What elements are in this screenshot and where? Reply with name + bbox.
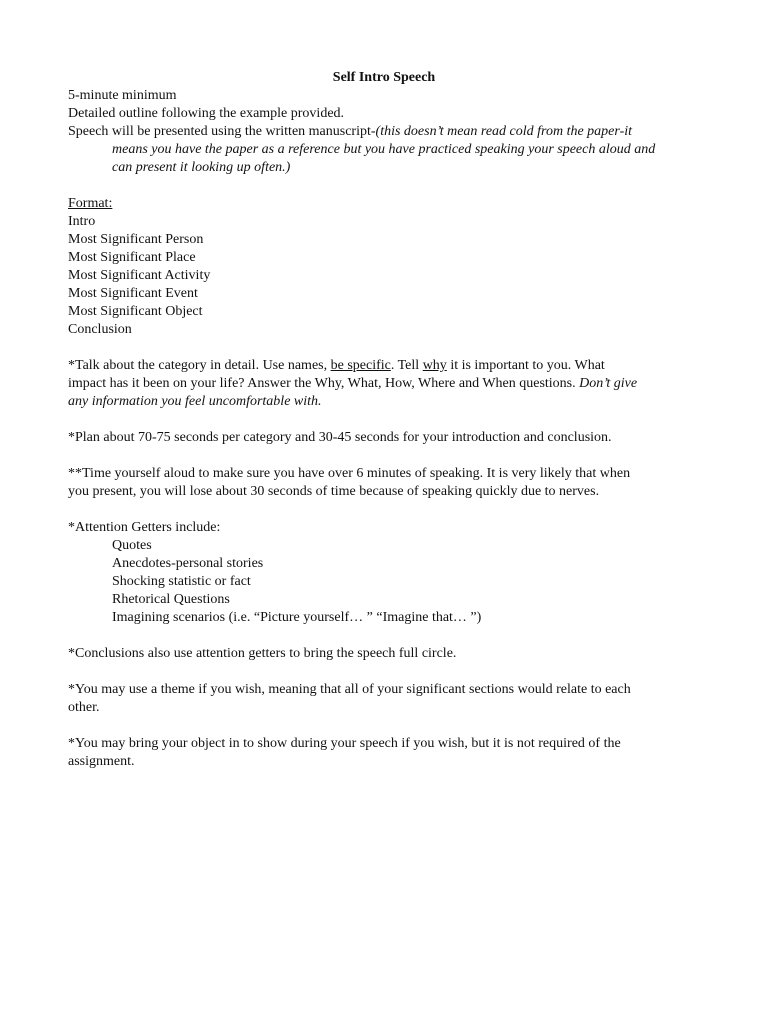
talk-warning-end: any information you feel uncomfortable with.: [68, 394, 322, 409]
manuscript-note: (this doesn’t mean read cold from the paper-it: [375, 124, 633, 139]
attention-item: Rhetorical Questions: [112, 592, 230, 607]
object-paragraph-line-1: *You may bring your object in to show during your speech if you wish, but it is not required of the: [68, 736, 621, 751]
manuscript-note-cont-2: [68, 159, 718, 177]
plan-paragraph: *Plan about 70-75 seconds per category and 30-45 seconds for your introduction and conclusion.: [68, 430, 612, 445]
theme-paragraph-line-2: other.: [68, 700, 100, 715]
requirement-duration: 5-minute minimum: [68, 88, 177, 103]
talk-text-e: it is important to you. What: [446, 358, 605, 373]
manuscript-note-cont-1: [68, 141, 718, 159]
theme-paragraph-line-1: *You may use a theme if you wish, meaning that all of your significant sections would relate to each: [68, 682, 631, 697]
talk-be-specific: be specific: [330, 358, 391, 373]
talk-text-f: impact has it been on your life? Answer the Why, What, How, Where and When questions.: [68, 376, 580, 391]
requirement-outline: Detailed outline following the example provided.: [68, 106, 345, 121]
requirement-manuscript: [68, 123, 718, 141]
attention-item: Shocking statistic or fact: [112, 574, 251, 589]
talk-paragraph-line-2: [68, 375, 718, 393]
document-body: [68, 69, 718, 771]
format-heading: Format:: [68, 196, 113, 211]
format-item: Most Significant Place: [68, 250, 196, 265]
time-paragraph-line-1: **Time yourself aloud to make sure you have over 6 minutes of speaking. It is very likely that when: [68, 466, 631, 481]
page-title: Self Intro Speech: [332, 70, 436, 85]
conclusions-paragraph: *Conclusions also use attention getters to bring the speech full circle.: [68, 646, 457, 661]
attention-item: Imagining scenarios (i.e. “Picture yourself… ” “Imagine that… ”): [112, 610, 482, 625]
format-item: Most Significant Person: [68, 232, 204, 247]
talk-paragraph-line-1: [68, 357, 718, 375]
attention-heading: *Attention Getters include:: [68, 520, 221, 535]
format-item: Most Significant Event: [68, 286, 198, 301]
format-item: Most Significant Object: [68, 304, 203, 319]
object-paragraph-line-2: assignment.: [68, 754, 135, 769]
attention-item: Anecdotes-personal stories: [112, 556, 264, 571]
manuscript-note-text-2: can present it looking up often.): [112, 160, 291, 175]
talk-why: why: [422, 358, 447, 373]
format-item: Intro: [68, 214, 96, 229]
talk-text-c: . Tell: [390, 358, 423, 373]
manuscript-text: Speech will be presented using the written manuscript-: [68, 124, 376, 139]
format-item: Conclusion: [68, 322, 132, 337]
talk-paragraph-line-3: [68, 393, 718, 411]
manuscript-note-text-1: means you have the paper as a reference but you have practiced speaking your speech aloud and: [112, 142, 656, 157]
attention-item: Quotes: [112, 538, 152, 553]
talk-warning-start: Don’t give: [579, 376, 638, 391]
talk-text-a: *Talk about the category in detail. Use names,: [68, 358, 331, 373]
format-item: Most Significant Activity: [68, 268, 211, 283]
time-paragraph-line-2: you present, you will lose about 30 seconds of time because of speaking quickly due to nerves.: [68, 484, 600, 499]
